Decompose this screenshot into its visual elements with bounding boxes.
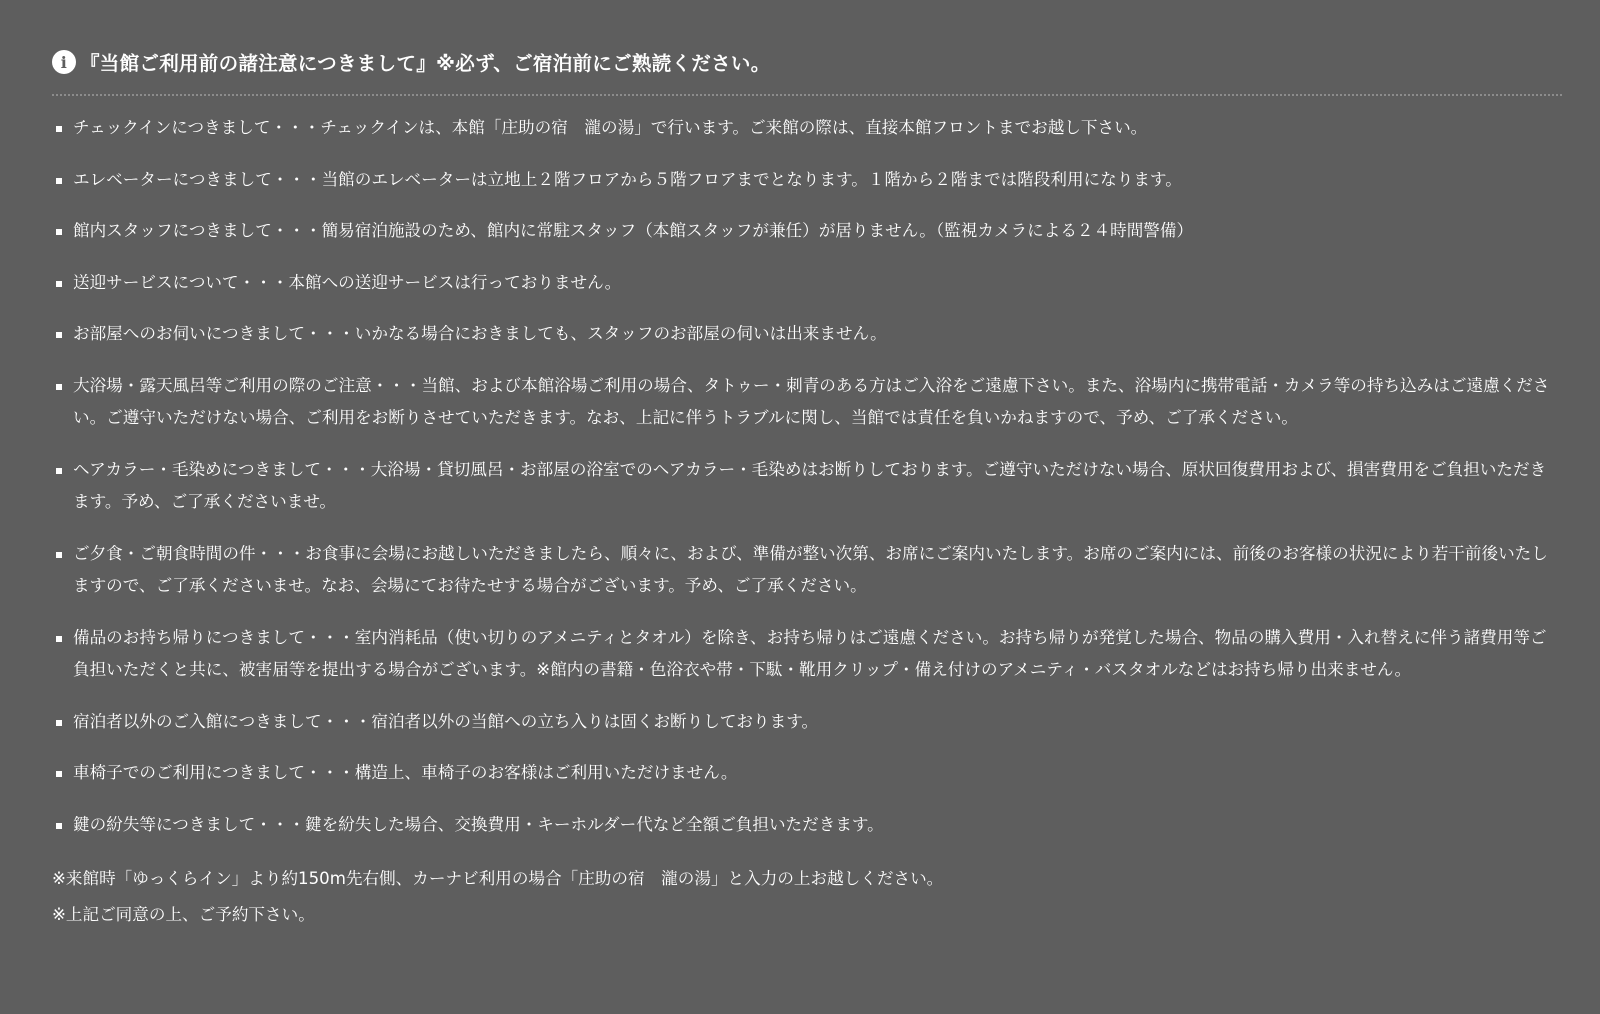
notice-item-text: 車椅子でのご利用につきまして・・・構造上、車椅子のお客様はご利用いただけません。 xyxy=(73,763,738,782)
notice-item-text: 送迎サービスについて・・・本館への送迎サービスは行っておりません。 xyxy=(73,272,622,292)
notice-item-text: 鍵の紛失等につきまして・・・鍵を紛失した場合、交換費用・キーホルダー代など全額ご負担いただきます。 xyxy=(73,814,884,834)
notice-item-text: お部屋へのお伺いにつきまして・・・いかなる場合におきましても、スタッフのお部屋の伺いは出来ません。 xyxy=(73,324,887,343)
bullet-icon xyxy=(56,468,62,474)
notice-list xyxy=(52,112,1562,841)
notice-item-room-visit xyxy=(52,318,1562,351)
agreement-note: ※上記ご同意の上、ご予約下さい。 xyxy=(52,905,315,924)
notice-item-text: 館内スタッフにつきまして・・・簡易宿泊施設のため、館内に常駐スタッフ（本館スタッフが兼任）が居りません。（監視カメラによる２４時間警備） xyxy=(73,221,1194,240)
notice-item-text: ヘアカラー・毛染めにつきまして・・・大浴場・貸切風呂・お部屋の浴室でのヘアカラー・毛染めはお断りしております。ご遵守いただけない場合、原状回復費用および、損害費用をご負担いただきます。予め、ご了承くださいませ。 xyxy=(73,459,1547,511)
bullet-icon xyxy=(56,771,62,777)
notice-item-shuttle xyxy=(52,267,1562,300)
bullet-icon xyxy=(56,636,62,642)
header-divider xyxy=(52,94,1562,96)
notice-item-text: 大浴場・露天風呂等ご利用の際のご注意・・・当館、および本館浴場ご利用の場合、タトゥー・刺青のある方はご入浴をご遠慮下さい。また、浴場内に携帯電話・カメラ等の持ち込みはご遠慮ください。ご遵守いただけない場合、ご利用をお断りさせていただきます。なお、上記に伴うトラブルに関し、当館では責任を負いかねますので、予め、ご了承ください。 xyxy=(73,375,1550,427)
bullet-icon xyxy=(56,332,62,338)
notice-item-text: ご夕食・ご朝食時間の件・・・お食事に会場にお越しいただきましたら、順々に、および、準備が整い次第、お席にご案内いたします。お席のご案内には、前後のお客様の状況により若干前後いたしますので、ご了承くださいませ。なお、会場にてお待たせする場合がございます。予め、ご了承ください。 xyxy=(73,543,1548,595)
notice-item-hair-color xyxy=(52,454,1562,519)
info-icon: i xyxy=(52,50,76,74)
bullet-icon xyxy=(56,229,62,235)
footer-notes xyxy=(52,861,1562,933)
notice-item-bath xyxy=(52,370,1562,435)
notice-item-wheelchair xyxy=(52,757,1562,790)
bullet-icon xyxy=(56,178,62,184)
bullet-icon xyxy=(56,552,62,558)
notice-item-text: 備品のお持ち帰りにつきまして・・・室内消耗品（使い切りのアメニティとタオル）を除き、お持ち帰りはご遠慮ください。お持ち帰りが発覚した場合、物品の購入費用・入れ替えに伴う諸費用等ご負担いただくと共に、被害届等を提出する場合がございます。※館内の書籍・色浴衣や帯・下駄・靴用クリップ・備え付けのアメニティ・バスタオルなどはお持ち帰り出来ません。 xyxy=(73,627,1547,679)
bullet-icon xyxy=(56,720,62,726)
bullet-icon xyxy=(56,823,62,829)
bullet-icon xyxy=(56,281,62,287)
notice-item-staff xyxy=(52,215,1562,248)
notice-item-amenities xyxy=(52,622,1562,687)
access-note: ※来館時「ゆっくらイン」より約150m先右側、カーナビ利用の場合「庄助の宿 瀧の湯」と入力の上お越しください。 xyxy=(52,869,944,888)
notice-item-text: チェックインにつきまして・・・チェックインは、本館「庄助の宿 瀧の湯」で行います。ご来館の際は、直接本館フロントまでお越し下さい。 xyxy=(73,118,1148,137)
bullet-icon xyxy=(56,126,62,132)
notice-item-visitors xyxy=(52,706,1562,739)
notice-title: 『当館ご利用前の諸注意につきまして』※必ず、ご宿泊前にご熟読ください。 xyxy=(80,52,771,75)
notice-item-text: 宿泊者以外のご入館につきまして・・・宿泊者以外の当館への立ち入りは固くお断りしております。 xyxy=(73,711,819,731)
bullet-icon xyxy=(56,384,62,390)
notice-header xyxy=(52,44,1562,80)
notice-item-checkin xyxy=(52,112,1562,145)
notice-item-elevator xyxy=(52,164,1562,197)
notice-item-lost-key xyxy=(52,809,1562,842)
notice-item-meal-time xyxy=(52,538,1562,603)
notice-item-text: エレベーターにつきまして・・・当館のエレベーターは立地上２階フロアから５階フロアまでとなります。１階から２階までは階段利用になります。 xyxy=(73,169,1182,189)
